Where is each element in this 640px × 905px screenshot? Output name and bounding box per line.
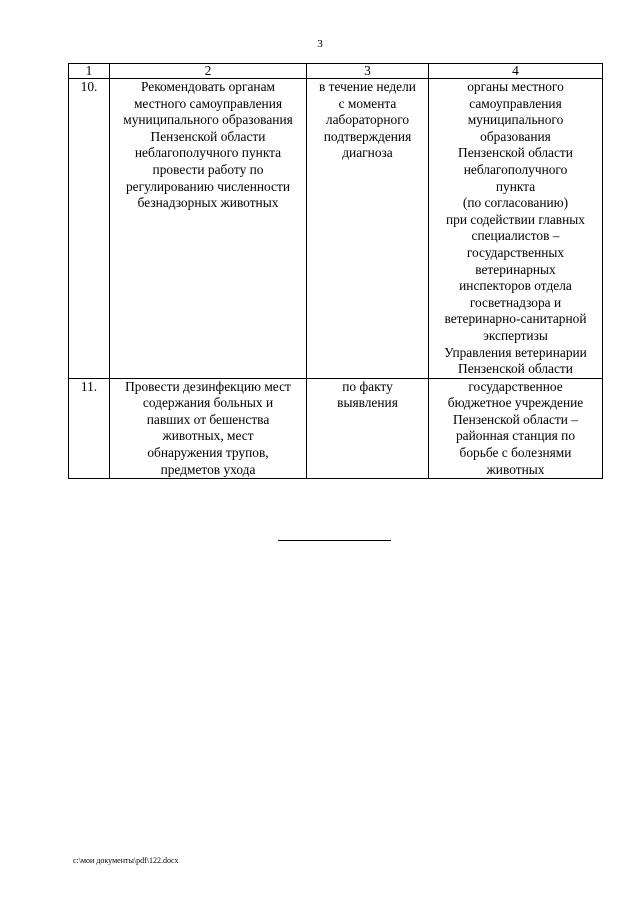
row-term — [307, 378, 429, 479]
row-responsible — [429, 79, 603, 379]
row-action-text: Рекомендовать органам местного самоуправления муниципального образования Пензенской области неблагополучного пункта провести работу по регулированию численности безнадзорных животных — [123, 79, 293, 211]
closing-rule-line — [278, 540, 391, 541]
table-header-row — [69, 64, 603, 79]
header-cell-action: 2 — [110, 64, 307, 79]
row-term-text: по факту выявления — [337, 378, 398, 411]
row-number-text: 11. — [80, 378, 98, 394]
row-action-text: Провести дезинфекцию мест содержания больных и павших от бешенства животных, мест обнаружения трупов, предметов ухода — [125, 378, 291, 477]
row-responsible — [429, 378, 603, 479]
header-cell-responsible: 4 — [429, 64, 603, 79]
header-cell-number: 1 — [69, 64, 110, 79]
row-responsible-text: органы местного самоуправления муниципального образования Пензенской области неблагополучного пункта (по согласованию) при содействии главных специалистов – государственных ветеринарных инспекторов отдела госветнадзора и ветеринарно-санитарной экспертизы Управления ветеринарии Пензенской области — [444, 79, 587, 377]
row-number-text: 10. — [80, 79, 98, 94]
row-term-text: в течение недели с момента лабораторного подтверждения диагноза — [319, 79, 416, 161]
page-number: 3 — [317, 38, 323, 50]
row-number — [69, 378, 110, 479]
header-cell-term: 3 — [307, 64, 429, 79]
table-row — [69, 378, 603, 479]
measures-table — [68, 63, 603, 479]
file-path-footer: c:\мои документы\pdf\122.docx — [73, 856, 179, 865]
row-term — [307, 79, 429, 379]
row-number — [69, 79, 110, 379]
row-action — [110, 378, 307, 479]
table-row — [69, 79, 603, 379]
row-action — [110, 79, 307, 379]
row-responsible-text: государственное бюджетное учреждение Пензенской области – районная станция по борьбе с болезнями животных — [447, 378, 584, 477]
